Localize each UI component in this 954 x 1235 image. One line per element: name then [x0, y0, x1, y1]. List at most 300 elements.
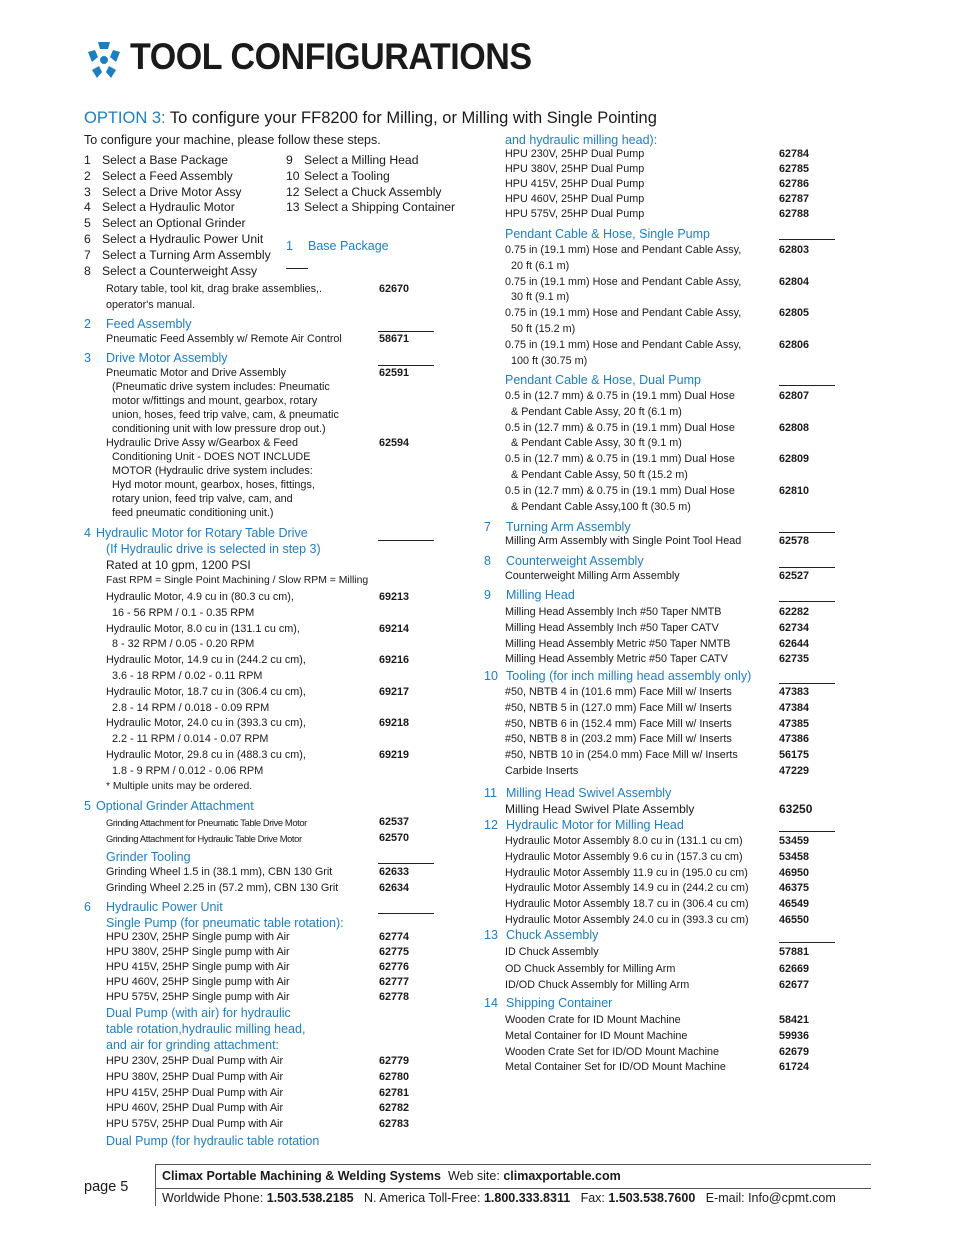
item-description: (Pneumatic drive system includes: Pneumatic	[112, 381, 330, 393]
item-description: 0.75 in (19.1 mm) Hose and Pendant Cable Assy,	[505, 244, 742, 256]
option-heading	[84, 109, 657, 128]
step-text: Select a Feed Assembly	[102, 168, 233, 183]
item-description: HPU 380V, 25HP Single pump with Air	[106, 946, 290, 958]
steps-list-left	[84, 153, 271, 279]
item-description: Wooden Crate Set for ID/OD Mount Machine	[505, 1045, 720, 1058]
divider	[779, 532, 835, 533]
footer-company-line: Climax Portable Machining & Welding Systems Web site: climaxportable.com	[162, 1169, 621, 1183]
hyd-milling-rows	[505, 834, 835, 929]
section-hyd-milling: 12 Hydraulic Motor for Milling Head	[484, 818, 684, 832]
item-description: feed pneumatic conditioning unit.)	[112, 507, 274, 519]
list-item	[106, 716, 436, 732]
step-item	[84, 200, 271, 216]
footer-contact-line: Worldwide Phone: 1.503.538.2185 N. America Toll-Free: 1.800.333.8311 Fax: 1.503.538.7600 E-mail: Info@cpmt.com	[162, 1191, 836, 1205]
item-description: 0.75 in (19.1 mm) Hose and Pendant Cable Assy,	[505, 338, 742, 351]
list-item	[505, 748, 835, 764]
list-item	[106, 590, 436, 606]
item-description: Metal Container for ID Mount Machine	[505, 1029, 688, 1042]
part-number: 62677	[779, 979, 810, 991]
step-number: 12	[286, 184, 300, 199]
item-description: conditioning unit with low pressure drop out.)	[112, 423, 326, 435]
rated-text: Rated at 10 gpm, 1200 PSI	[106, 558, 251, 572]
part-number: 62784	[779, 148, 810, 160]
list-item-continued	[106, 701, 436, 717]
step-text: Select a Hydraulic Power Unit	[102, 231, 264, 246]
part-number: 62775	[379, 946, 410, 958]
item-description: Hydraulic Motor Assembly 9.6 cu in (157.3 cu cm)	[505, 850, 743, 863]
part-number: 62782	[379, 1102, 410, 1115]
part-number: 47385	[779, 717, 810, 730]
part-number: 69214	[379, 622, 410, 635]
part-number: 69217	[379, 685, 410, 698]
part-number: 62788	[779, 208, 810, 220]
list-item	[106, 1054, 436, 1070]
list-item	[505, 243, 835, 259]
pendant-dual-rows	[505, 389, 835, 515]
list-item	[505, 306, 835, 322]
list-item	[106, 1070, 436, 1086]
item-description: Hydraulic Drive Assy w/Gearbox & Feed	[106, 437, 299, 449]
step-item	[286, 185, 455, 201]
step-text: Select a Drive Motor Assy	[102, 184, 242, 199]
step-number: 7	[84, 247, 91, 262]
item-description: HPU 575V, 25HP Dual Pump	[505, 208, 645, 220]
part-number: 62787	[779, 193, 810, 205]
list-item	[505, 192, 835, 207]
divider	[779, 831, 835, 832]
divider	[779, 567, 835, 568]
step-text: Select a Chuck Assembly	[304, 184, 442, 199]
part-number: 62633	[379, 866, 410, 878]
part-number: 62570	[379, 831, 410, 844]
grinder-tooling-rows	[106, 865, 436, 897]
section-tooling: 10 Tooling (for inch milling head assembly only)	[484, 669, 752, 683]
section-base-package: 1 Base Package	[286, 239, 389, 253]
list-item	[505, 338, 835, 354]
step-text: Select a Milling Head	[304, 153, 419, 167]
step-number: 2	[84, 168, 91, 183]
part-number: 62779	[379, 1055, 410, 1067]
item-description: Hydraulic Motor Assembly 14.9 cu in (244.2 cu cm)	[505, 882, 749, 895]
item-description: #50, NBTB 4 in (101.6 mm) Face Mill w/ Inserts	[505, 686, 732, 698]
list-item	[505, 732, 835, 748]
divider	[378, 913, 434, 914]
step-item	[84, 264, 271, 280]
item-description: 0.5 in (12.7 mm) & 0.75 in (19.1 mm) Dual Hose	[505, 390, 735, 402]
item-description: HPU 230V, 25HP Single pump with Air	[106, 931, 290, 943]
list-item-continued	[505, 468, 835, 484]
part-number: 53459	[779, 835, 810, 847]
list-item	[505, 881, 835, 897]
item-description: ID/OD Chuck Assembly for Milling Arm	[505, 979, 690, 991]
list-item	[505, 1013, 835, 1029]
item-description: #50, NBTB 10 in (254.0 mm) Face Mill w/ Inserts	[505, 749, 738, 762]
list-item	[106, 653, 436, 669]
list-item	[505, 701, 835, 717]
list-item-continued	[106, 669, 436, 685]
item-description: Milling Head Assembly Metric #50 Taper NMTB	[505, 637, 731, 650]
list-item	[505, 652, 835, 668]
list-item-continued	[106, 506, 436, 520]
item-description: HPU 575V, 25HP Single pump with Air	[106, 991, 290, 1003]
part-number: 69216	[379, 654, 410, 667]
option-prefix: OPTION 3:	[84, 109, 166, 127]
pendant-single-heading: Pendant Cable & Hose, Single Pump	[505, 227, 710, 241]
part-number: 62805	[779, 307, 810, 320]
item-description: Grinding Attachment for Pneumatic Table Drive Motor	[106, 817, 307, 828]
list-item-continued	[505, 354, 835, 370]
option-text: To configure your FF8200 for Milling, or Milling with Single Pointing	[169, 109, 657, 127]
footer-rule-mid	[156, 1188, 871, 1189]
section-shipping: 14 Shipping Container	[484, 996, 613, 1010]
list-item: Milling Head Swivel Plate Assembly 63250	[505, 802, 813, 816]
part-number: 62669	[779, 962, 810, 975]
list-item	[505, 1029, 835, 1045]
part-number: 62594	[379, 437, 410, 449]
part-number: 62785	[779, 163, 810, 175]
pendant-single-rows	[505, 243, 835, 369]
intro-text: To configure your machine, please follow these steps.	[84, 133, 381, 147]
item-description: #50, NBTB 6 in (152.4 mm) Face Mill w/ Inserts	[505, 717, 732, 730]
list-item-continued	[106, 380, 436, 394]
section-hydraulic-motor-sub: (If Hydraulic drive is selected in step 3)	[106, 542, 321, 556]
list-item-continued	[106, 408, 436, 422]
item-description: HPU 415V, 25HP Single pump with Air	[106, 961, 290, 973]
tooling-rows	[505, 685, 835, 780]
milling-head-rows	[505, 605, 835, 668]
step-text: Select an Optional Grinder	[102, 216, 246, 231]
list-item	[106, 881, 436, 897]
list-item-continued	[106, 450, 436, 464]
list-item	[106, 685, 436, 701]
list-item	[106, 815, 436, 831]
step-item	[84, 169, 271, 185]
part-number: 62644	[779, 637, 810, 650]
part-number: 62734	[779, 621, 810, 634]
step-number: 5	[84, 216, 91, 231]
pendant-dual-heading: Pendant Cable & Hose, Dual Pump	[505, 373, 701, 387]
step-item	[84, 232, 271, 248]
website-link[interactable]: climaxportable.com	[503, 1169, 621, 1183]
section-drive-motor: 3 Drive Motor Assembly	[84, 351, 228, 365]
part-number: 46375	[779, 882, 810, 895]
list-item	[505, 162, 835, 177]
section-swivel: 11 Milling Head Swivel Assembly	[484, 786, 672, 800]
footnote: * Multiple units may be ordered.	[106, 781, 253, 792]
list-item	[505, 1045, 835, 1061]
item-description: Hydraulic Motor Assembly 18.7 cu in (306.4 cu cm)	[505, 898, 749, 911]
divider	[779, 239, 835, 240]
list-item-continued	[106, 637, 436, 653]
list-item	[505, 1060, 835, 1076]
item-description: Milling Head Assembly Inch #50 Taper CATV	[505, 621, 719, 634]
item-description: HPU 380V, 25HP Dual Pump	[505, 163, 645, 175]
item-description: 2.8 - 14 RPM / 0.018 - 0.09 RPM	[112, 701, 270, 714]
part-number: 58421	[779, 1014, 810, 1026]
dual-pump-air-heading-2: table rotation,hydraulic milling head,	[106, 1022, 306, 1036]
list-item-continued	[106, 422, 436, 436]
part-number: 62679	[779, 1045, 810, 1058]
hpu-dual-rows	[505, 147, 835, 222]
item-description: & Pendant Cable Assy, 20 ft (6.1 m)	[511, 405, 682, 418]
list-item	[106, 1117, 436, 1133]
step-text: Select a Tooling	[304, 168, 390, 183]
step-item	[84, 216, 271, 232]
item-description: Pneumatic Motor and Drive Assembly	[106, 367, 287, 379]
single-pump-heading: Single Pump (for pneumatic table rotation):	[106, 916, 344, 930]
dual-pump-heading-1: Dual Pump (for hydraulic table rotation	[106, 1134, 320, 1148]
step-item	[84, 248, 271, 264]
part-number: 47384	[779, 701, 810, 714]
section-milling-head: 9 Milling Head	[484, 588, 575, 602]
item-description: 0.75 in (19.1 mm) Hose and Pendant Cable Assy,	[505, 307, 742, 320]
part-number: 59936	[779, 1029, 810, 1042]
steps-list-right	[286, 153, 455, 216]
step-text: Select a Counterweight Assy	[102, 263, 258, 278]
list-item	[106, 990, 436, 1005]
item-description: 20 ft (6.1 m)	[511, 259, 570, 272]
item-description: Metal Container Set for ID/OD Mount Machine	[505, 1061, 726, 1074]
step-item	[84, 185, 271, 201]
list-item-continued	[106, 606, 436, 622]
list-item-continued	[505, 290, 835, 306]
item-description: Wooden Crate for ID Mount Machine	[505, 1014, 681, 1026]
item-description: Hydraulic Motor, 24.0 cu in (393.3 cu cm),	[106, 717, 306, 730]
dual-pump-heading-2: and hydraulic milling head):	[505, 133, 658, 147]
part-number: 61724	[779, 1061, 810, 1074]
item-description: 1.8 - 9 RPM / 0.012 - 0.06 RPM	[112, 764, 264, 777]
item-description: motor w/fittings and mount, gearbox, rotary	[112, 395, 318, 407]
list-item	[106, 930, 436, 945]
item-description: HPU 460V, 25HP Single pump with Air	[106, 976, 290, 988]
list-item	[106, 366, 436, 380]
list-item	[505, 834, 835, 850]
section-hpu: 6 Hydraulic Power Unit	[84, 900, 223, 914]
part-number: 69218	[379, 717, 410, 730]
feed-rows	[106, 332, 436, 348]
part-number: 62774	[379, 931, 410, 943]
step-item	[286, 153, 455, 169]
item-description: union, hoses, feed trip valve, cam, & pneumatic	[112, 409, 339, 421]
grinder-rows	[106, 815, 436, 847]
item-description: Hydraulic Motor Assembly 11.9 cu in (195.0 cu cm)	[505, 866, 748, 879]
part-number: 62807	[779, 390, 810, 402]
list-item	[505, 421, 835, 437]
list-item	[505, 961, 835, 978]
item-description: Grinding Attachment for Hydraulic Table Drive Motor	[106, 832, 302, 844]
divider	[779, 385, 835, 386]
item-description: Hydraulic Motor Assembly 8.0 cu in (131.1 cu cm)	[505, 835, 743, 847]
item-description: ID Chuck Assembly	[505, 946, 599, 958]
step-number: 10	[286, 168, 300, 183]
list-item-continued	[505, 405, 835, 421]
item-description: Hydraulic Motor, 14.9 cu in (244.2 cu cm),	[106, 654, 306, 667]
item-description: 0.5 in (12.7 mm) & 0.75 in (19.1 mm) Dual Hose	[505, 484, 735, 497]
part-number: 69219	[379, 748, 410, 761]
step-number: 8	[84, 263, 91, 278]
hydraulic-motor-rows	[106, 590, 436, 780]
part-number: 62537	[379, 816, 410, 828]
list-item	[106, 865, 436, 881]
part-number: 46950	[779, 866, 810, 879]
list-item-continued	[106, 732, 436, 748]
hpu-dual-air-rows	[106, 1054, 436, 1133]
list-item	[106, 1101, 436, 1117]
turning-rows	[505, 534, 835, 550]
item-description: Grinding Wheel 2.25 in (57.2 mm), CBN 130 Grit	[106, 881, 339, 894]
swivel-rows	[505, 802, 835, 818]
item-description: HPU 230V, 25HP Dual Pump with Air	[106, 1055, 284, 1067]
list-item	[505, 913, 835, 929]
list-item	[106, 945, 436, 960]
step-number: 6	[84, 231, 91, 246]
footer-rule-top	[156, 1164, 871, 1165]
counterweight-rows	[505, 569, 835, 585]
item-description: #50, NBTB 5 in (127.0 mm) Face Mill w/ Inserts	[505, 701, 732, 714]
part-number: 62804	[779, 275, 810, 288]
item-description: & Pendant Cable Assy,100 ft (30.5 m)	[511, 500, 691, 513]
item-description: Carbide Inserts	[505, 764, 579, 777]
item-description: 16 - 56 RPM / 0.1 - 0.35 RPM	[112, 606, 255, 619]
item-description: Conditioning Unit - DOES NOT INCLUDE	[112, 451, 311, 463]
step-text: Select a Base Package	[102, 153, 229, 167]
climax-logo-icon	[84, 40, 124, 80]
item-description: Hyd motor mount, gearbox, hoses, fittings,	[112, 479, 315, 491]
list-item	[505, 977, 835, 994]
list-item-continued	[106, 394, 436, 408]
part-number: 62776	[379, 961, 410, 973]
part-number: 62777	[379, 976, 410, 988]
list-item	[505, 484, 835, 500]
step-number: 1	[84, 153, 91, 167]
list-item	[505, 850, 835, 866]
list-item	[505, 177, 835, 192]
list-item-continued	[106, 764, 436, 780]
item-description: 0.5 in (12.7 mm) & 0.75 in (19.1 mm) Dual Hose	[505, 421, 735, 434]
dual-pump-air-heading-3: and air for grinding attachment:	[106, 1038, 280, 1052]
divider	[779, 601, 835, 602]
part-number: 47383	[779, 686, 810, 698]
section-counterweight: 8 Counterweight Assembly	[484, 554, 644, 568]
list-item	[505, 621, 835, 637]
step-text: Select a Shipping Container	[304, 200, 456, 215]
part-number: 46549	[779, 898, 810, 911]
email-link[interactable]: E-mail: Info@cpmt.com	[705, 1191, 836, 1205]
list-item: operator's manual.	[106, 298, 196, 311]
list-item	[505, 637, 835, 653]
item-description: Hydraulic Motor, 8.0 cu in (131.1 cu cm),	[106, 622, 300, 635]
item-description: MOTOR (Hydraulic drive system includes:	[112, 465, 313, 477]
part-number: 62780	[379, 1070, 410, 1083]
list-item: Pneumatic Feed Assembly w/ Remote Air Control 58671	[106, 333, 410, 345]
part-number: 62282	[779, 606, 810, 618]
item-description: 8 - 32 RPM / 0.05 - 0.20 RPM	[112, 638, 255, 651]
list-item-continued	[106, 492, 436, 506]
list-item-continued	[505, 436, 835, 452]
list-item: Counterweight Milling Arm Assembly 62527	[505, 570, 810, 582]
item-description: HPU 380V, 25HP Dual Pump with Air	[106, 1070, 284, 1083]
step-text: Select a Turning Arm Assembly	[102, 247, 271, 262]
section-chuck: 13 Chuck Assembly	[484, 928, 599, 942]
list-item	[106, 1086, 436, 1102]
part-number: 62803	[779, 244, 810, 256]
divider	[779, 683, 835, 684]
step-number: 13	[286, 200, 300, 215]
item-description: HPU 460V, 25HP Dual Pump with Air	[106, 1102, 284, 1115]
list-item-continued	[505, 322, 835, 338]
item-description: Hydraulic Motor, 29.8 cu in (488.3 cu cm),	[106, 748, 306, 761]
item-description: rotary union, feed trip valve, cam, and	[112, 493, 293, 505]
step-text: Select a Hydraulic Motor	[102, 200, 235, 215]
part-number: 62808	[779, 421, 810, 434]
list-item-continued	[505, 259, 835, 275]
item-description: & Pendant Cable Assy, 30 ft (9.1 m)	[511, 437, 682, 450]
list-item-continued	[106, 464, 436, 478]
section-turning-arm: 7 Turning Arm Assembly	[484, 520, 631, 534]
item-description: Milling Head Assembly Inch #50 Taper NMTB	[505, 606, 722, 618]
chuck-rows	[505, 944, 835, 994]
section-grinder: 5 Optional Grinder Attachment	[84, 799, 254, 813]
item-description: HPU 460V, 25HP Dual Pump	[505, 193, 645, 205]
list-item	[106, 436, 436, 450]
item-description: #50, NBTB 8 in (203.2 mm) Face Mill w/ Inserts	[505, 733, 732, 746]
part-number: 46550	[779, 913, 810, 926]
step-number: 9	[286, 153, 293, 167]
list-item	[106, 748, 436, 764]
part-number: 62634	[379, 881, 410, 894]
step-number: 3	[84, 184, 91, 199]
item-description: Milling Head Assembly Metric #50 Taper CATV	[505, 653, 728, 666]
part-number: 69213	[379, 591, 410, 603]
list-item	[505, 605, 835, 621]
part-number: 53458	[779, 850, 810, 863]
list-item-continued	[505, 500, 835, 516]
page-number: page 5	[84, 1179, 129, 1195]
part-number: 62806	[779, 338, 810, 351]
list-item	[505, 866, 835, 882]
item-description: Grinding Wheel 1.5 in (38.1 mm), CBN 130 Grit	[106, 866, 333, 878]
list-item	[505, 275, 835, 291]
item-description: 100 ft (30.75 m)	[511, 354, 588, 367]
step-item	[286, 200, 455, 216]
part-number: 62735	[779, 653, 810, 666]
list-item	[505, 897, 835, 913]
list-item	[505, 944, 835, 961]
item-description: Hydraulic Motor, 4.9 cu in (80.3 cu cm),	[106, 591, 294, 603]
item-description: & Pendant Cable Assy, 50 ft (15.2 m)	[511, 468, 688, 481]
item-description: 0.5 in (12.7 mm) & 0.75 in (19.1 mm) Dual Hose	[505, 453, 735, 466]
list-item	[505, 452, 835, 468]
divider	[779, 942, 835, 943]
rpm-note: Fast RPM = Single Point Machining / Slow RPM = Milling	[106, 575, 369, 586]
shipping-rows	[505, 1013, 835, 1076]
item-description: Hydraulic Motor, 18.7 cu in (306.4 cu cm),	[106, 685, 306, 698]
list-item	[106, 960, 436, 975]
hpu-single-rows	[106, 930, 436, 1005]
list-item	[106, 831, 436, 847]
item-description: HPU 415V, 25HP Dual Pump with Air	[106, 1086, 284, 1099]
divider	[286, 268, 308, 269]
item-description: 30 ft (9.1 m)	[511, 291, 570, 304]
item-description: 50 ft (15.2 m)	[511, 322, 576, 335]
part-number: 62781	[379, 1086, 410, 1099]
item-description: HPU 575V, 25HP Dual Pump with Air	[106, 1118, 284, 1131]
step-item	[84, 153, 271, 169]
list-item	[106, 975, 436, 990]
part-number: 62809	[779, 453, 810, 466]
part-number: 62591	[379, 367, 410, 379]
item-description: 3.6 - 18 RPM / 0.02 - 0.11 RPM	[112, 669, 263, 682]
